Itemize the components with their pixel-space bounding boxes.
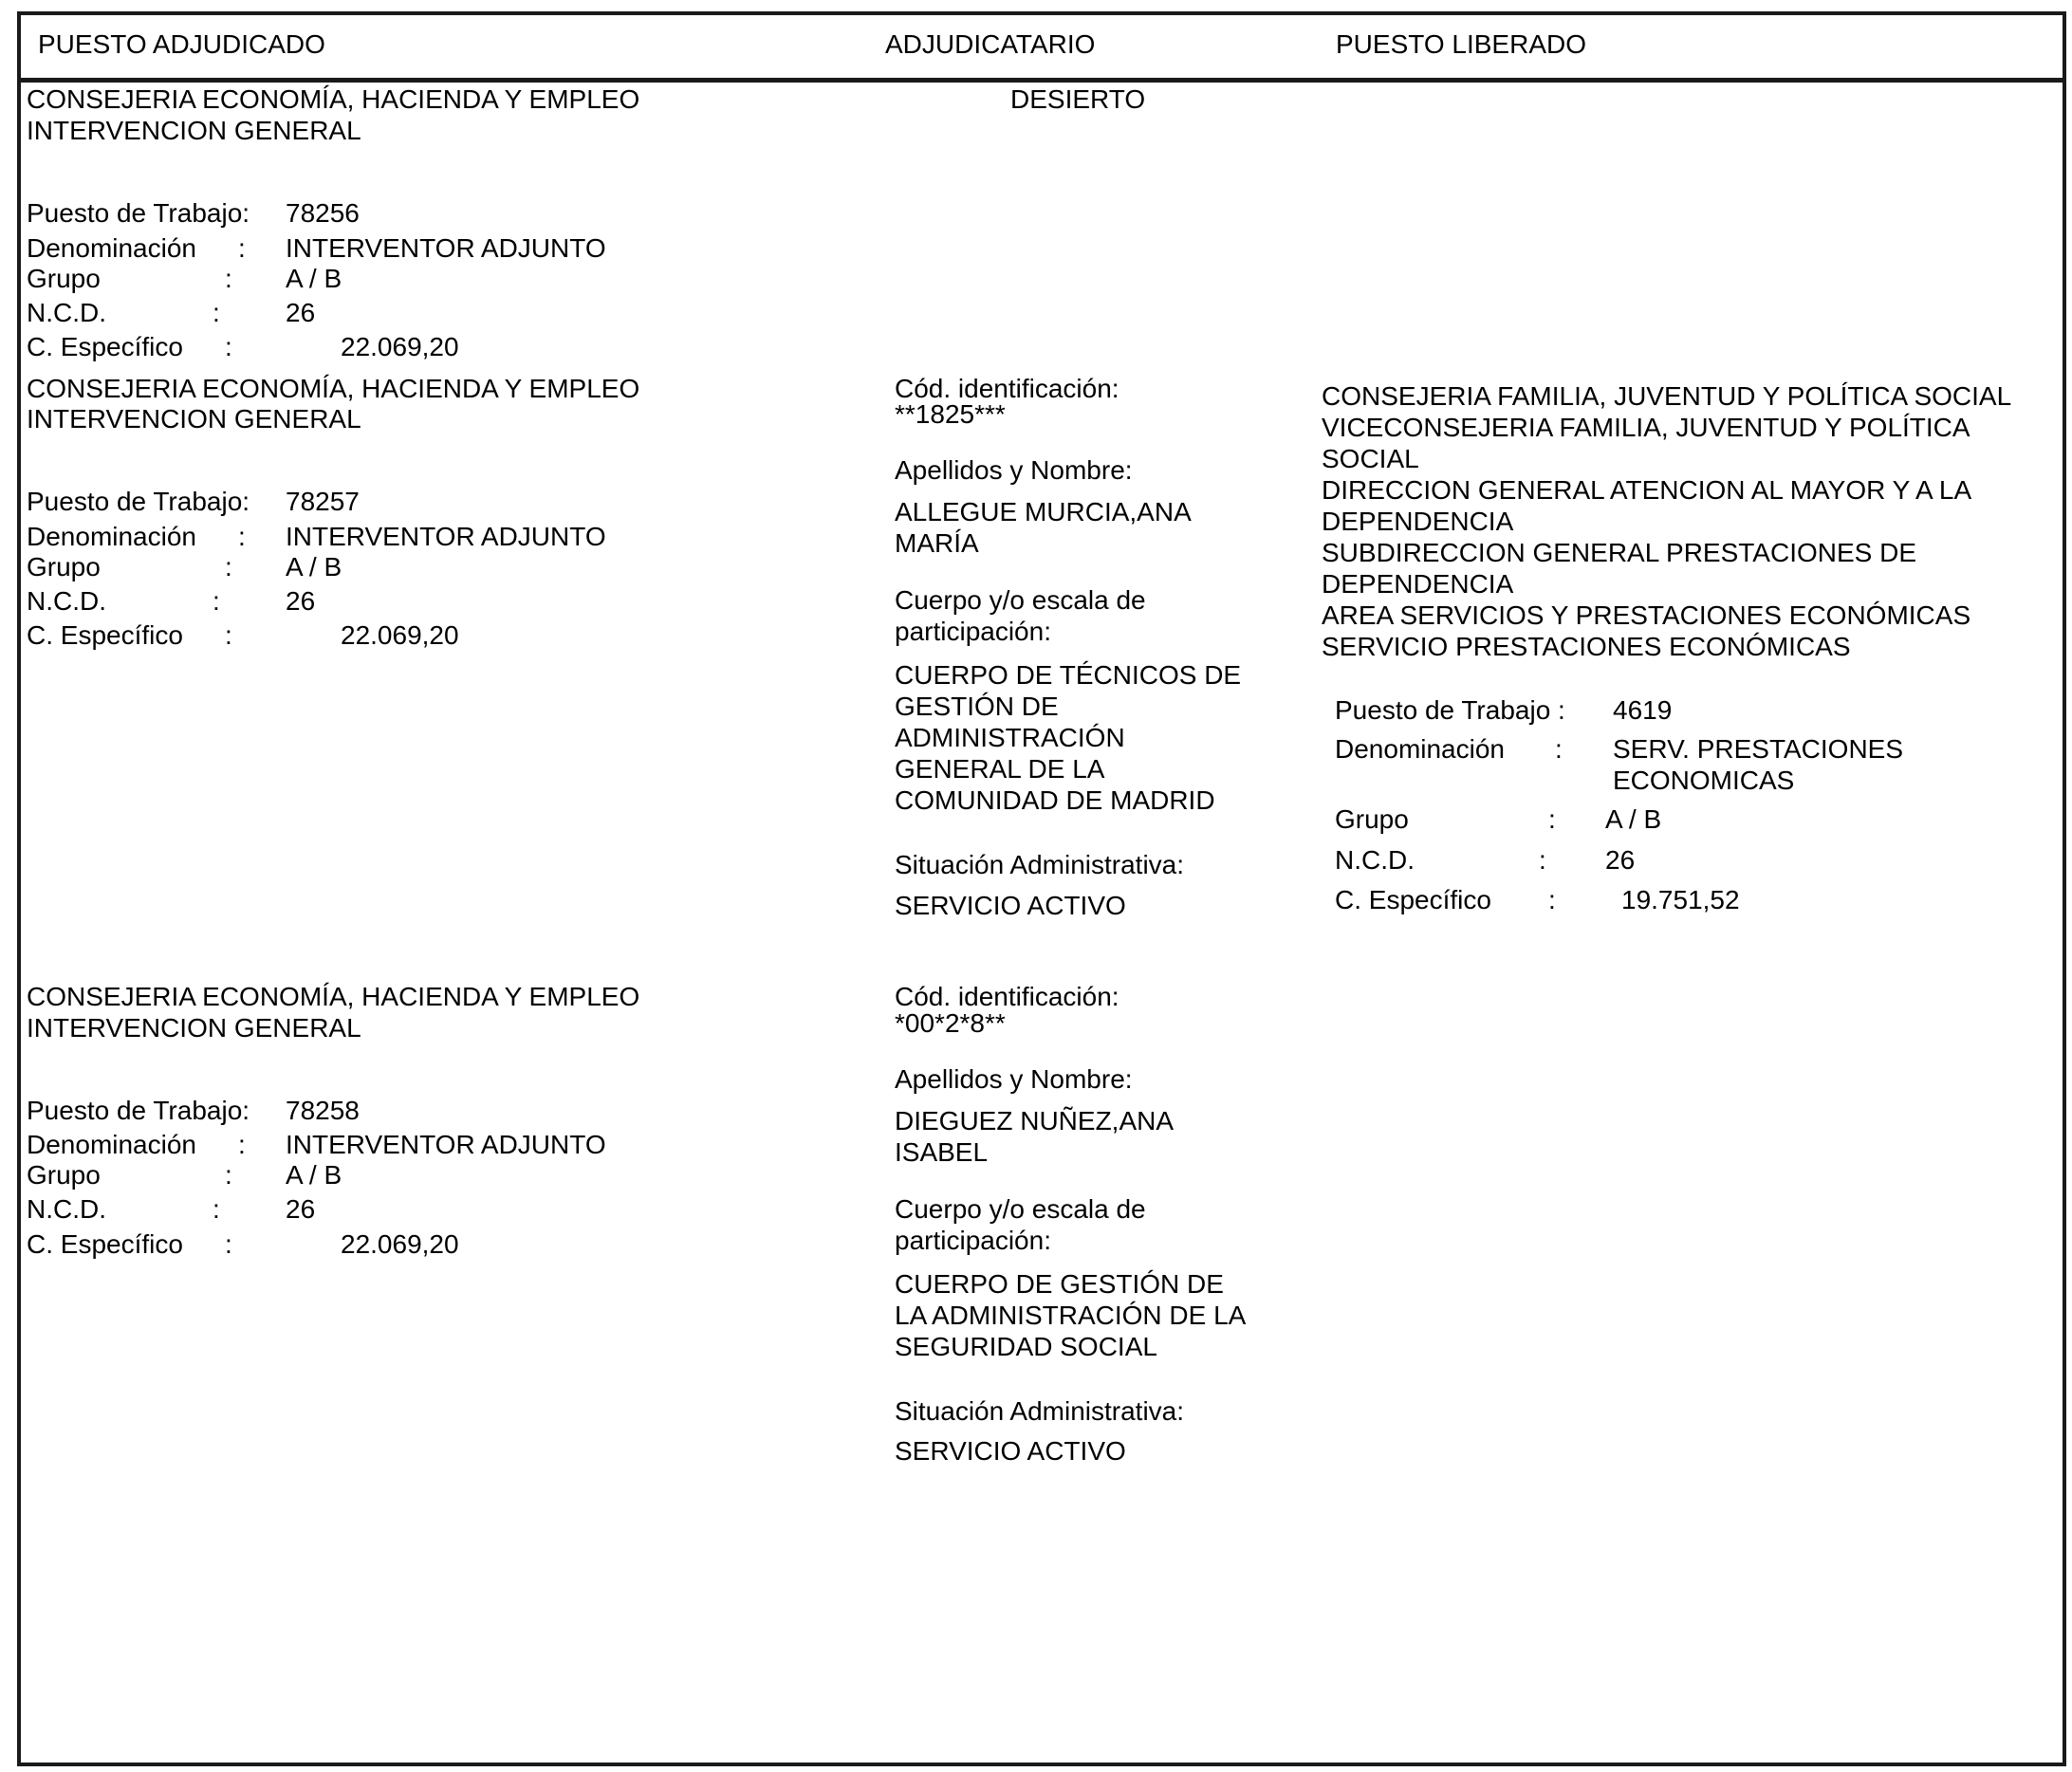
liberado-line: AREA SERVICIOS Y PRESTACIONES ECONÓMICAS bbox=[1322, 600, 1971, 630]
cuerpo-line: LA ADMINISTRACIÓN DE LA bbox=[895, 1301, 1247, 1330]
nombre-line-2: MARÍA bbox=[895, 528, 979, 558]
grupo-value: A / B bbox=[286, 552, 342, 581]
ncd-value: 26 bbox=[286, 586, 316, 616]
label-apellidos-nombre: Apellidos y Nombre: bbox=[895, 1064, 1133, 1094]
denominacion-value: INTERVENTOR ADJUNTO bbox=[286, 522, 606, 551]
label-c-especifico: C. Específico bbox=[27, 332, 183, 361]
situacion-value: SERVICIO ACTIVO bbox=[895, 891, 1126, 920]
label-c-especifico: C. Específico bbox=[27, 1229, 183, 1259]
label-ncd: N.C.D. bbox=[27, 586, 106, 616]
nombre-line-2: ISABEL bbox=[895, 1137, 989, 1167]
liberado-line: DEPENDENCIA bbox=[1322, 569, 1514, 599]
colon: : bbox=[213, 298, 220, 327]
cod-identificacion-value: **1825*** bbox=[895, 399, 1006, 429]
liberado-denominacion-line-1: SERV. PRESTACIONES bbox=[1613, 734, 1904, 764]
colon: : bbox=[1548, 885, 1556, 914]
puesto-value: 78258 bbox=[286, 1096, 360, 1125]
liberado-line: SERVICIO PRESTACIONES ECONÓMICAS bbox=[1322, 632, 1851, 661]
colon: : bbox=[238, 1130, 246, 1159]
liberado-c-especifico-value: 19.751,52 bbox=[1621, 885, 1740, 914]
grupo-value: A / B bbox=[286, 264, 342, 293]
header-divider bbox=[17, 78, 2066, 83]
label-grupo: Grupo bbox=[27, 1160, 101, 1190]
situacion-value: SERVICIO ACTIVO bbox=[895, 1436, 1126, 1466]
header-puesto-adjudicado: PUESTO ADJUDICADO bbox=[38, 29, 325, 59]
ncd-value: 26 bbox=[286, 1194, 316, 1224]
label-denominacion: Denominación bbox=[27, 1130, 196, 1159]
entry-unidad: INTERVENCION GENERAL bbox=[27, 1013, 361, 1043]
colon: : bbox=[1548, 804, 1556, 834]
colon: : bbox=[213, 586, 220, 616]
nombre-line-1: ALLEGUE MURCIA,ANA bbox=[895, 497, 1192, 526]
denominacion-value: INTERVENTOR ADJUNTO bbox=[286, 233, 606, 263]
label-grupo: Grupo bbox=[1335, 804, 1409, 834]
label-puesto-trabajo: Puesto de Trabajo: bbox=[27, 1096, 250, 1125]
c-especifico-value: 22.069,20 bbox=[341, 332, 459, 361]
liberado-line: VICECONSEJERIA FAMILIA, JUVENTUD Y POLÍTICA bbox=[1322, 413, 1970, 442]
colon: : bbox=[225, 332, 232, 361]
liberado-line: DIRECCION GENERAL ATENCION AL MAYOR Y A LA bbox=[1322, 475, 1972, 505]
liberado-line: CONSEJERIA FAMILIA, JUVENTUD Y POLÍTICA SOCIAL bbox=[1322, 381, 2012, 411]
label-grupo: Grupo bbox=[27, 264, 101, 293]
label-denominacion: Denominación bbox=[27, 522, 196, 551]
label-puesto-trabajo: Puesto de Trabajo: bbox=[27, 487, 250, 516]
label-situacion: Situación Administrativa: bbox=[895, 850, 1185, 879]
cuerpo-line: COMUNIDAD DE MADRID bbox=[895, 785, 1215, 815]
colon: : bbox=[213, 1194, 220, 1224]
colon: : bbox=[1555, 734, 1563, 764]
label-ncd: N.C.D. bbox=[27, 298, 106, 327]
liberado-line: SOCIAL bbox=[1322, 444, 1419, 473]
label-c-especifico: C. Específico bbox=[27, 620, 183, 650]
cuerpo-line: CUERPO DE GESTIÓN DE bbox=[895, 1269, 1224, 1299]
nombre-line-1: DIEGUEZ NUÑEZ,ANA bbox=[895, 1106, 1175, 1135]
colon: : bbox=[238, 233, 246, 263]
liberado-grupo-value: A / B bbox=[1605, 804, 1662, 834]
liberado-puesto-value: 4619 bbox=[1613, 695, 1673, 725]
cuerpo-line: CUERPO DE TÉCNICOS DE bbox=[895, 660, 1242, 690]
ncd-value: 26 bbox=[286, 298, 316, 327]
label-denominacion: Denominación bbox=[27, 233, 196, 263]
puesto-value: 78256 bbox=[286, 198, 360, 228]
label-puesto-trabajo: Puesto de Trabajo : bbox=[1335, 695, 1565, 725]
colon: : bbox=[225, 1160, 232, 1190]
liberado-line: SUBDIRECCION GENERAL PRESTACIONES DE bbox=[1322, 538, 1917, 567]
entry-consejeria: CONSEJERIA ECONOMÍA, HACIENDA Y EMPLEO bbox=[27, 84, 640, 114]
label-cod-identificacion: Cód. identificación: bbox=[895, 374, 1119, 403]
colon: : bbox=[225, 620, 232, 650]
entry-unidad: INTERVENCION GENERAL bbox=[27, 404, 361, 434]
c-especifico-value: 22.069,20 bbox=[341, 620, 459, 650]
puesto-value: 78257 bbox=[286, 487, 360, 516]
colon: : bbox=[225, 264, 232, 293]
label-ncd: N.C.D. bbox=[27, 1194, 106, 1224]
label-grupo: Grupo bbox=[27, 552, 101, 581]
label-cuerpo-line-1: Cuerpo y/o escala de bbox=[895, 585, 1146, 615]
entry-consejeria: CONSEJERIA ECONOMÍA, HACIENDA Y EMPLEO bbox=[27, 982, 640, 1011]
label-ncd: N.C.D. bbox=[1335, 845, 1415, 875]
label-cuerpo-line-2: participación: bbox=[895, 617, 1051, 646]
cuerpo-line: ADMINISTRACIÓN bbox=[895, 723, 1125, 752]
cuerpo-line: SEGURIDAD SOCIAL bbox=[895, 1332, 1157, 1361]
grupo-value: A / B bbox=[286, 1160, 342, 1190]
label-cuerpo-line-1: Cuerpo y/o escala de bbox=[895, 1194, 1146, 1224]
adjudicatario-status: DESIERTO bbox=[1010, 84, 1146, 114]
label-situacion: Situación Administrativa: bbox=[895, 1396, 1185, 1426]
header-adjudicatario: ADJUDICATARIO bbox=[885, 29, 1096, 59]
label-cod-identificacion: Cód. identificación: bbox=[895, 982, 1119, 1011]
label-c-especifico: C. Específico bbox=[1335, 885, 1491, 914]
label-puesto-trabajo: Puesto de Trabajo: bbox=[27, 198, 250, 228]
entry-unidad: INTERVENCION GENERAL bbox=[27, 116, 361, 145]
liberado-line: DEPENDENCIA bbox=[1322, 507, 1514, 536]
denominacion-value: INTERVENTOR ADJUNTO bbox=[286, 1130, 606, 1159]
label-cuerpo-line-2: participación: bbox=[895, 1226, 1051, 1255]
colon: : bbox=[1539, 845, 1546, 875]
entry-consejeria: CONSEJERIA ECONOMÍA, HACIENDA Y EMPLEO bbox=[27, 374, 640, 403]
cuerpo-line: GESTIÓN DE bbox=[895, 692, 1059, 721]
colon: : bbox=[238, 522, 246, 551]
colon: : bbox=[225, 552, 232, 581]
label-apellidos-nombre: Apellidos y Nombre: bbox=[895, 455, 1133, 485]
liberado-ncd-value: 26 bbox=[1605, 845, 1636, 875]
colon: : bbox=[225, 1229, 232, 1259]
cod-identificacion-value: *00*2*8** bbox=[895, 1008, 1006, 1038]
header-puesto-liberado: PUESTO LIBERADO bbox=[1336, 29, 1587, 59]
label-denominacion: Denominación bbox=[1335, 734, 1505, 764]
c-especifico-value: 22.069,20 bbox=[341, 1229, 459, 1259]
cuerpo-line: GENERAL DE LA bbox=[895, 754, 1105, 784]
liberado-denominacion-line-2: ECONOMICAS bbox=[1613, 766, 1795, 795]
